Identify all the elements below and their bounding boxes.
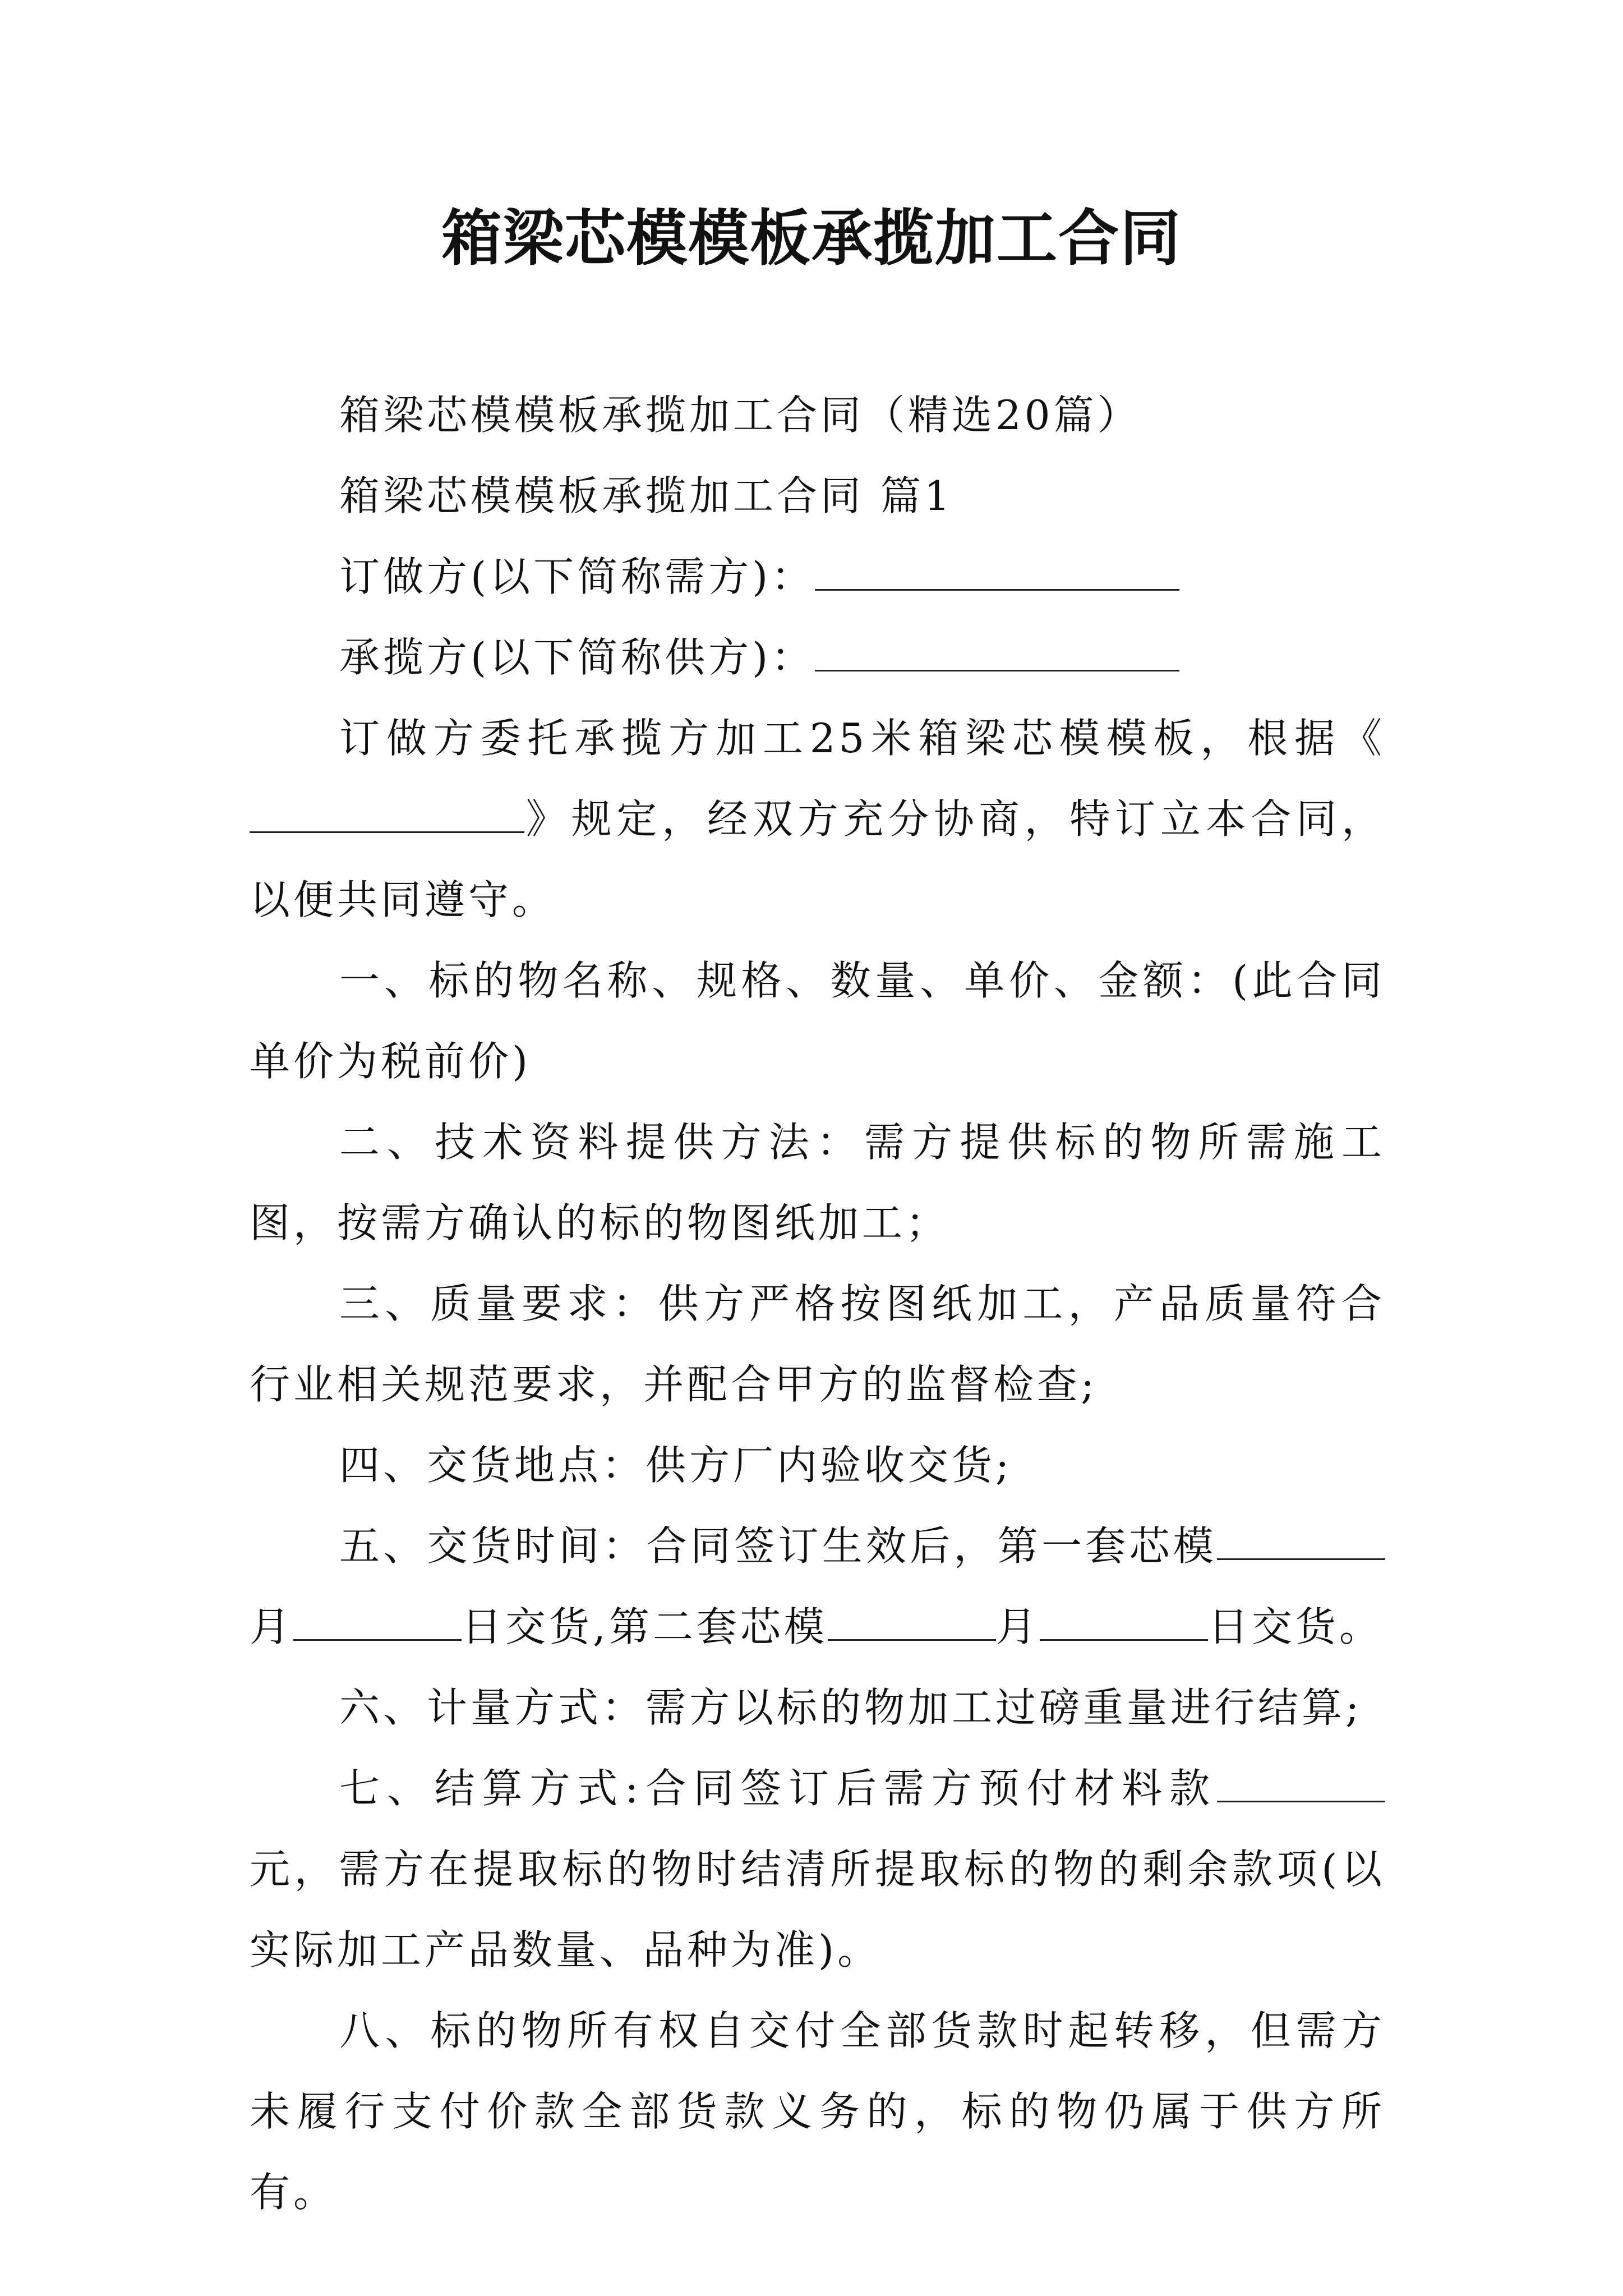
- clause-5-text-1: 五、交货时间：合同签订生效后，第一套芯模: [339, 1522, 1217, 1570]
- first-set-day-blank: [293, 1605, 462, 1641]
- clause-2: 二、技术资料提供方法：需方提供标的物所需施工图，按需方确认的标的物图纸加工；: [250, 1119, 1385, 1246]
- first-set-month-blank: [1217, 1525, 1385, 1560]
- clause-3: 三、质量要求：供方严格按图纸加工，产品质量符合行业相关规范要求，并配合甲方的监督检查;: [250, 1280, 1385, 1408]
- clause-1: 一、标的物名称、规格、数量、单价、金额：(此合同单价为税前价): [250, 957, 1385, 1085]
- clause-5-text-2: 月: [250, 1603, 294, 1650]
- clause-5-text-5: 日交货。: [1207, 1603, 1383, 1650]
- intro-text-1: 订做方委托承揽方加工25米箱梁芯模模板，根据《: [339, 715, 1385, 762]
- party-a-label: 订做方(以下简称需方)：: [339, 553, 815, 600]
- intro-text-2: 》规定，经双方充分协商，特订立本合同，以便共同遵守。: [250, 795, 1385, 923]
- clause-7: [250, 1748, 1385, 1990]
- intro-paragraph: [250, 698, 1385, 940]
- section-heading: 箱梁芯模模板承揽加工合同 篇1: [339, 472, 953, 519]
- clause-5-text-3: 日交货,第二套芯模: [462, 1603, 828, 1650]
- clause-7-text-2: 元，需方在提取标的物时结清所提取标的物的剩余款项(以实际加工产品数量、品种为准)。: [250, 1846, 1385, 1973]
- party-a-blank: [815, 555, 1179, 591]
- clause-5: [250, 1506, 1385, 1667]
- party-b-label: 承揽方(以下简称供方)：: [339, 634, 815, 681]
- party-a-line: [250, 536, 1385, 617]
- clause-7-text-1: 七、结算方式:合同签订后需方预付材料款: [339, 1765, 1217, 1812]
- clause-6: 六、计量方式：需方以标的物加工过磅重量进行结算;: [339, 1684, 1363, 1731]
- party-b-line: [250, 617, 1385, 698]
- second-set-month-blank: [828, 1605, 996, 1641]
- second-set-day-blank: [1040, 1605, 1208, 1641]
- document-title: 箱梁芯模模板承揽加工合同: [441, 203, 1182, 274]
- prepayment-amount-blank: [1217, 1767, 1385, 1802]
- subtitle: 箱梁芯模模板承揽加工合同（精选20篇）: [339, 392, 1141, 439]
- clause-8: 八、标的物所有权自交付全部货款时起转移，但需方未履行支付价款全部货款义务的，标的物仍属于供方所有。: [250, 2007, 1385, 2216]
- clause-5-text-4: 月: [995, 1603, 1040, 1650]
- document-body: [250, 375, 1385, 2233]
- party-b-blank: [815, 636, 1179, 671]
- regulation-blank: [250, 798, 524, 833]
- clause-4: 四、交货地点：供方厂内验收交货;: [339, 1442, 1013, 1489]
